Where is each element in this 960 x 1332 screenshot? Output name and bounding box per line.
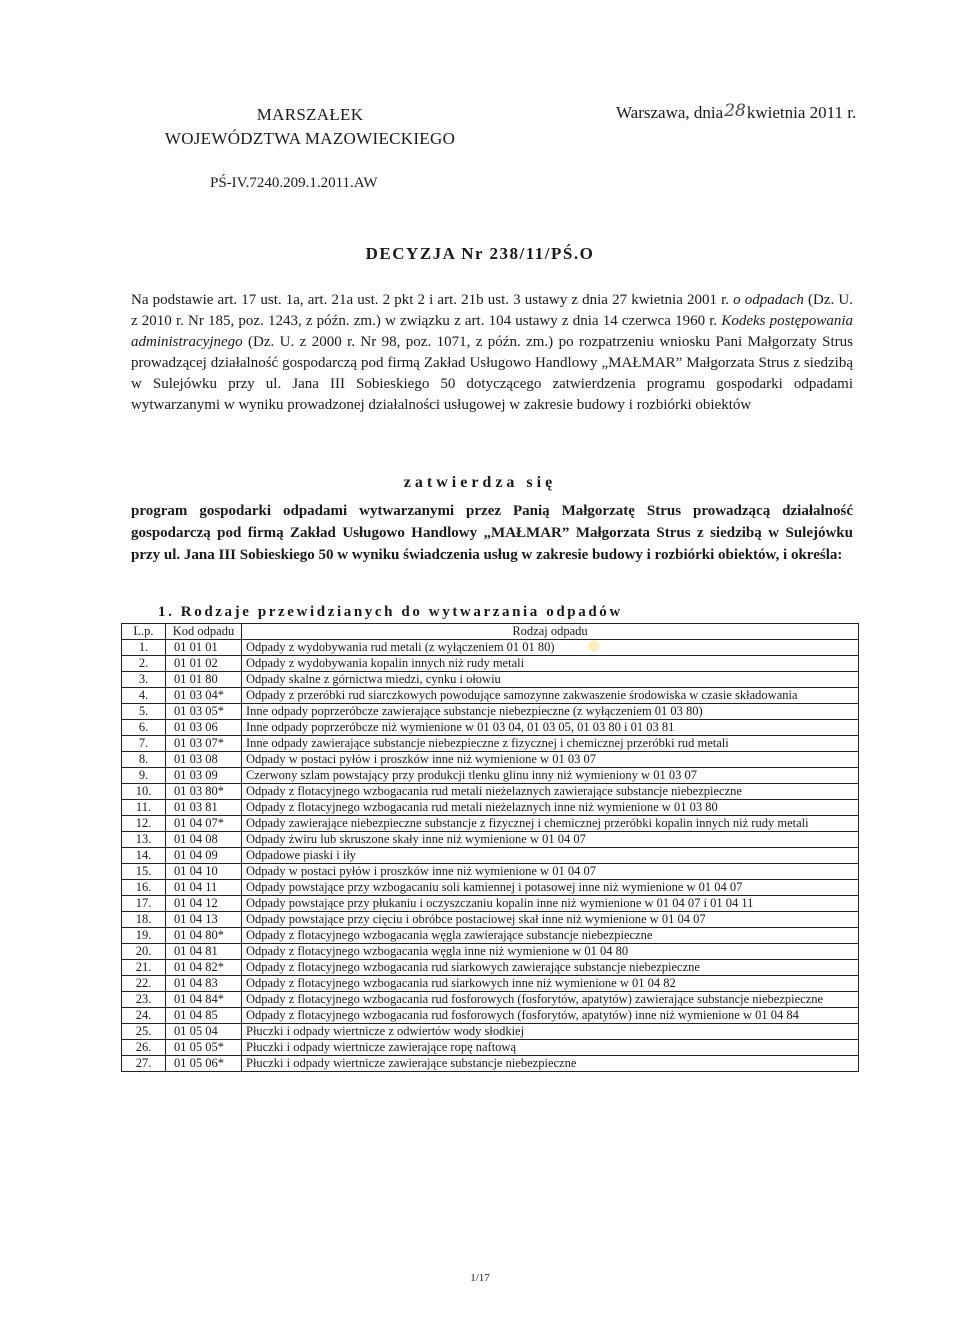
row-code: 01 03 09 <box>166 768 242 784</box>
row-lp: 2. <box>122 656 166 672</box>
row-description: Odpady skalne z górnictwa miedzi, cynku i ołowiu <box>242 672 859 688</box>
table-row <box>122 1008 859 1024</box>
table-row <box>122 736 859 752</box>
row-lp: 22. <box>122 976 166 992</box>
row-lp: 19. <box>122 928 166 944</box>
row-code: 01 03 06 <box>166 720 242 736</box>
intro-text-1: Na podstawie art. 17 ust. 1a, art. 21a ust. 2 pkt 2 i art. 21b ust. 3 ustawy z dnia 27 kwietnia 2001 r. <box>131 292 734 308</box>
row-code: 01 01 80 <box>166 672 242 688</box>
table-row <box>122 944 859 960</box>
row-description: Odpady zawierające niebezpieczne substancje z fizycznej i chemicznej przeróbki kopalin innych niż rudy metali <box>242 816 859 832</box>
table-row <box>122 1056 859 1072</box>
case-reference: PŚ-IV.7240.209.1.2011.AW <box>210 175 378 191</box>
table-row <box>122 640 859 656</box>
table-row <box>122 800 859 816</box>
table-row <box>122 768 859 784</box>
row-description: Odpady z flotacyjnego wzbogacania rud fosforowych (fosforytów, apatytów) inne niż wymienione w 01 04 84 <box>242 1008 859 1024</box>
row-description: Odpady z przeróbki rud siarczkowych powodujące samozynne zakwaszenie środowiska w czasie składowania <box>242 688 859 704</box>
row-description: Odpadowe piaski i iły <box>242 848 859 864</box>
table-header-row <box>122 624 859 640</box>
row-description: Płuczki i odpady wiertnicze z odwiertów wody słodkiej <box>242 1024 859 1040</box>
row-code: 01 04 80* <box>166 928 242 944</box>
row-description: Odpady z flotacyjnego wzbogacania rud metali nieżelaznych zawierające substancje niebezpieczne <box>242 784 859 800</box>
row-lp: 14. <box>122 848 166 864</box>
row-description: Inne odpady poprzeróbcze zawierające substancje niebezpieczne (z wyłączeniem 01 03 80) <box>242 704 859 720</box>
row-code: 01 04 08 <box>166 832 242 848</box>
table-row <box>122 960 859 976</box>
header-type: Rodzaj odpadu <box>242 624 859 640</box>
table-row <box>122 656 859 672</box>
row-code: 01 04 09 <box>166 848 242 864</box>
row-lp: 21. <box>122 960 166 976</box>
row-lp: 6. <box>122 720 166 736</box>
table-row <box>122 912 859 928</box>
row-code: 01 04 13 <box>166 912 242 928</box>
row-description: Odpady z flotacyjnego wzbogacania węgla inne niż wymienione w 01 04 80 <box>242 944 859 960</box>
table-row <box>122 992 859 1008</box>
row-lp: 7. <box>122 736 166 752</box>
table-row <box>122 720 859 736</box>
row-code: 01 03 04* <box>166 688 242 704</box>
row-lp: 20. <box>122 944 166 960</box>
table-row <box>122 848 859 864</box>
intro-text-2: (Dz. U. z 2010 r. Nr 185, poz. 1243, z późn. zm.) w związku z art. 104 ustawy z dnia 14 czerwca 1960 r. <box>131 292 853 329</box>
table-row <box>122 704 859 720</box>
date-suffix: kwietnia 2011 r. <box>746 103 857 122</box>
page-number: 1/17 <box>470 1272 490 1284</box>
table-row <box>122 976 859 992</box>
row-code: 01 04 84* <box>166 992 242 1008</box>
table-row <box>122 1040 859 1056</box>
row-code: 01 03 81 <box>166 800 242 816</box>
table-row <box>122 784 859 800</box>
row-description: Odpady z flotacyjnego wzbogacania węgla zawierające substancje niebezpieczne <box>242 928 859 944</box>
program-paragraph: program gospodarki odpadami wytwarzanymi przez Panią Małgorzatę Strus prowadzącą działalność gospodarczą pod firmą Zakład Usługowo Handlowy „MAŁMAR” Małgorzata Strus z siedzibą w Sulejówku przy ul. Jana III Sobieskiego 50 w wyniku świadczenia usług w zakresie budowy i rozbiórki obiektów, i określa: <box>131 503 853 563</box>
row-lp: 12. <box>122 816 166 832</box>
row-lp: 18. <box>122 912 166 928</box>
legal-basis-paragraph <box>131 290 853 416</box>
row-lp: 1. <box>122 640 166 656</box>
intro-act-title-1: o odpadach <box>733 292 804 308</box>
issue-date <box>616 103 856 123</box>
approval-heading: zatwierdza się <box>403 474 557 491</box>
row-code: 01 04 81 <box>166 944 242 960</box>
row-description: Inne odpady zawierające substancje niebezpieczne z fizycznej i chemicznej przeróbki rud metali <box>242 736 859 752</box>
row-code: 01 04 11 <box>166 880 242 896</box>
header-code: Kod odpadu <box>166 624 242 640</box>
row-code: 01 04 07* <box>166 816 242 832</box>
row-description: Odpady powstające przy płukaniu i oczyszczaniu kopalin inne niż wymienione w 01 04 07 i 01 04 11 <box>242 896 859 912</box>
row-lp: 5. <box>122 704 166 720</box>
header-lp: L.p. <box>122 624 166 640</box>
row-lp: 23. <box>122 992 166 1008</box>
row-description: Odpady z wydobywania rud metali (z wyłączeniem 01 01 80) <box>242 640 859 656</box>
row-lp: 4. <box>122 688 166 704</box>
decision-title: DECYZJA Nr 238/11/PŚ.O <box>365 244 595 263</box>
row-description: Inne odpady poprzeróbcze niż wymienione w 01 03 04, 01 03 05, 01 03 80 i 01 03 81 <box>242 720 859 736</box>
row-description: Odpady z flotacyjnego wzbogacania rud siarkowych zawierające substancje niebezpieczne <box>242 960 859 976</box>
row-code: 01 04 82* <box>166 960 242 976</box>
table-row <box>122 1024 859 1040</box>
row-code: 01 03 05* <box>166 704 242 720</box>
table-row <box>122 864 859 880</box>
row-code: 01 05 06* <box>166 1056 242 1072</box>
row-code: 01 04 10 <box>166 864 242 880</box>
row-lp: 17. <box>122 896 166 912</box>
row-code: 01 03 07* <box>166 736 242 752</box>
row-code: 01 04 83 <box>166 976 242 992</box>
table-row <box>122 688 859 704</box>
row-description: Odpady powstające przy wzbogacaniu soli kamiennej i potasowej inne niż wymienione w 01 04 07 <box>242 880 859 896</box>
section-1-title: 1. Rodzaje przewidzianych do wytwarzania odpadów <box>158 604 623 620</box>
issuing-authority <box>130 103 490 151</box>
row-code: 01 05 04 <box>166 1024 242 1040</box>
row-lp: 11. <box>122 800 166 816</box>
intro-act-title-2: Kodeks postępowania administracyjnego <box>131 313 853 350</box>
row-description: Odpady w postaci pyłów i proszków inne niż wymienione w 01 04 07 <box>242 864 859 880</box>
row-description: Odpady z flotacyjnego wzbogacania rud fosforowych (fosforytów, apatytów) zawierające substancje niebezpieczne <box>242 992 859 1008</box>
row-description: Płuczki i odpady wiertnicze zawierające substancje niebezpieczne <box>242 1056 859 1072</box>
date-prefix: Warszawa, dnia <box>616 103 724 122</box>
authority-line-1: MARSZAŁEK <box>256 105 364 124</box>
row-lp: 8. <box>122 752 166 768</box>
row-lp: 3. <box>122 672 166 688</box>
row-lp: 25. <box>122 1024 166 1040</box>
row-lp: 13. <box>122 832 166 848</box>
row-lp: 27. <box>122 1056 166 1072</box>
row-description: Odpady z wydobywania kopalin innych niż rudy metali <box>242 656 859 672</box>
row-description: Odpady z flotacyjnego wzbogacania rud metali nieżelaznych inne niż wymienione w 01 03 80 <box>242 800 859 816</box>
table-row <box>122 896 859 912</box>
row-description: Czerwony szlam powstający przy produkcji tlenku glinu inny niż wymieniony w 01 03 07 <box>242 768 859 784</box>
row-code: 01 04 85 <box>166 1008 242 1024</box>
row-code: 01 03 80* <box>166 784 242 800</box>
intro-text-3: (Dz. U. z 2000 r. Nr 98, poz. 1071, z późn. zm.) po rozpatrzeniu wniosku Pani Małgorzaty Strus prowadzącej działalność gospodarczą pod firmą Zakład Usługowo Handlowy „MAŁMAR” Małgorzata Strus z siedzibą w Sulejówku przy ul. Jana III Sobieskiego 50 dotyczącego zatwierdzenia programu gospodarki odpadami wytwarzanymi w wyniku prowadzonej działalności usługowej w zakresie budowy i rozbiórki obiektów <box>131 334 853 413</box>
row-description: Odpady w postaci pyłów i proszków inne niż wymienione w 01 03 07 <box>242 752 859 768</box>
row-lp: 9. <box>122 768 166 784</box>
row-lp: 26. <box>122 1040 166 1056</box>
table-row <box>122 832 859 848</box>
row-code: 01 01 01 <box>166 640 242 656</box>
row-description: Odpady powstające przy cięciu i obróbce postaciowej skał inne niż wymienione w 01 04 07 <box>242 912 859 928</box>
row-lp: 16. <box>122 880 166 896</box>
waste-types-table <box>121 623 859 1072</box>
row-code: 01 01 02 <box>166 656 242 672</box>
authority-line-2: WOJEWÓDZTWA MAZOWIECKIEGO <box>164 129 456 148</box>
row-code: 01 03 08 <box>166 752 242 768</box>
row-lp: 24. <box>122 1008 166 1024</box>
table-row <box>122 752 859 768</box>
row-description: Płuczki i odpady wiertnicze zawierające ropę naftową <box>242 1040 859 1056</box>
row-description: Odpady żwiru lub skruszone skały inne niż wymienione w 01 04 07 <box>242 832 859 848</box>
row-code: 01 04 12 <box>166 896 242 912</box>
table-row <box>122 672 859 688</box>
row-code: 01 05 05* <box>166 1040 242 1056</box>
date-day-handwritten: 28 <box>724 101 746 121</box>
table-row <box>122 928 859 944</box>
row-lp: 10. <box>122 784 166 800</box>
table-row <box>122 880 859 896</box>
table-row <box>122 816 859 832</box>
row-description: Odpady z flotacyjnego wzbogacania rud siarkowych inne niż wymienione w 01 04 82 <box>242 976 859 992</box>
row-lp: 15. <box>122 864 166 880</box>
